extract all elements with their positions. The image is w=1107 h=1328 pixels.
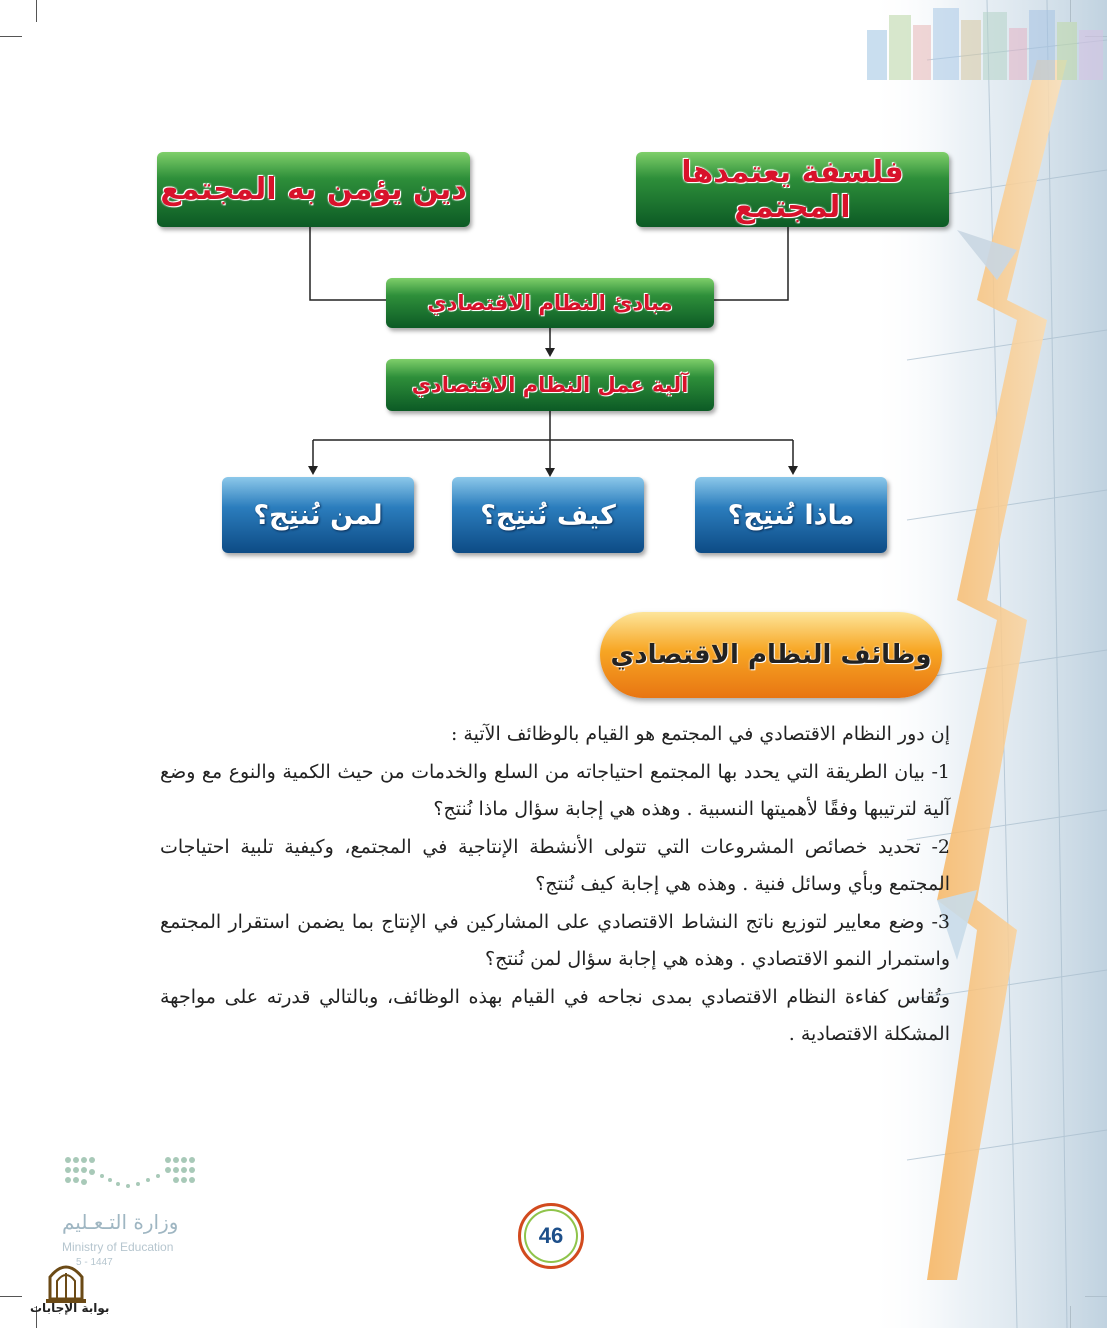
intro-paragraph: إن دور النظام الاقتصادي في المجتمع هو القيام بالوظائف الآتية : — [450, 723, 950, 745]
box-mechanism-label: آلية عمل النظام الاقتصادي — [411, 373, 689, 397]
crop-mark — [0, 1296, 22, 1297]
function-item-1: 1- بيان الطريقة التي يحدد بها المجتمع احتياجاته من السلع والخدمات من حيث الكمية والنوع مع وضع آلية لترتيبها وفقًا لأهميتها النسبية . وهذه هي إجابة سؤال ماذا نُنتج؟ — [160, 760, 950, 820]
box-philosophy-label: فلسفة يعتمدها المجتمع — [681, 154, 904, 225]
section-title: وظائف النظام الاقتصادي — [610, 640, 932, 670]
box-religion — [157, 152, 470, 227]
function-item-2: 2- تحديد خصائص المشروعات التي تتولى الأنشطة الإنتاجية في المجتمع، وكيفية تلبية احتياجات المجتمع وبأي وسائل فنية . وهذه هي إجابة كيف نُنتج؟ — [160, 835, 950, 895]
box-for-whom-to-produce — [222, 477, 414, 553]
box-religion-label: دين يؤمن به المجتمع — [160, 172, 467, 207]
box-whom-label: لمن نُنتِج؟ — [253, 499, 383, 531]
section-body — [160, 716, 950, 1054]
box-principles-label: مبادئ النظام الاقتصادي — [427, 291, 673, 315]
edition-year: 5 - 1447 — [76, 1257, 113, 1268]
answers-portal-label: بوابة الإجابات — [30, 1301, 110, 1315]
page-number-badge — [518, 1203, 584, 1269]
box-philosophy — [636, 152, 949, 227]
ministry-name-english: Ministry of Education — [62, 1240, 174, 1254]
box-how-to-produce — [452, 477, 644, 553]
box-how-label: كيف نُنتِج؟ — [480, 499, 616, 531]
box-principles — [386, 278, 714, 328]
box-what-label: ماذا نُنتِج؟ — [727, 499, 855, 531]
page-number: 46 — [538, 1223, 564, 1248]
function-item-3: 3- وضع معايير لتوزيع ناتج النشاط الاقتصادي على المشاركين في الإنتاج بما يضمن استقرار المجتمع واستمرار النمو الاقتصادي . وهذه هي إجابة سؤال لمن نُنتج؟ — [160, 910, 950, 970]
ministry-name-arabic: وزارة التـعـليم — [62, 1210, 179, 1234]
section-title-banner — [600, 612, 942, 698]
box-what-to-produce — [695, 477, 887, 553]
closing-paragraph: وتُقاس كفاءة النظام الاقتصادي بمدى نجاحه في القيام بهذه الوظائف، وبالتالي قدرته على مواجهة المشكلة الاقتصادية . — [160, 985, 950, 1045]
box-mechanism — [386, 359, 714, 411]
ministry-logo-icon — [58, 1150, 208, 1200]
